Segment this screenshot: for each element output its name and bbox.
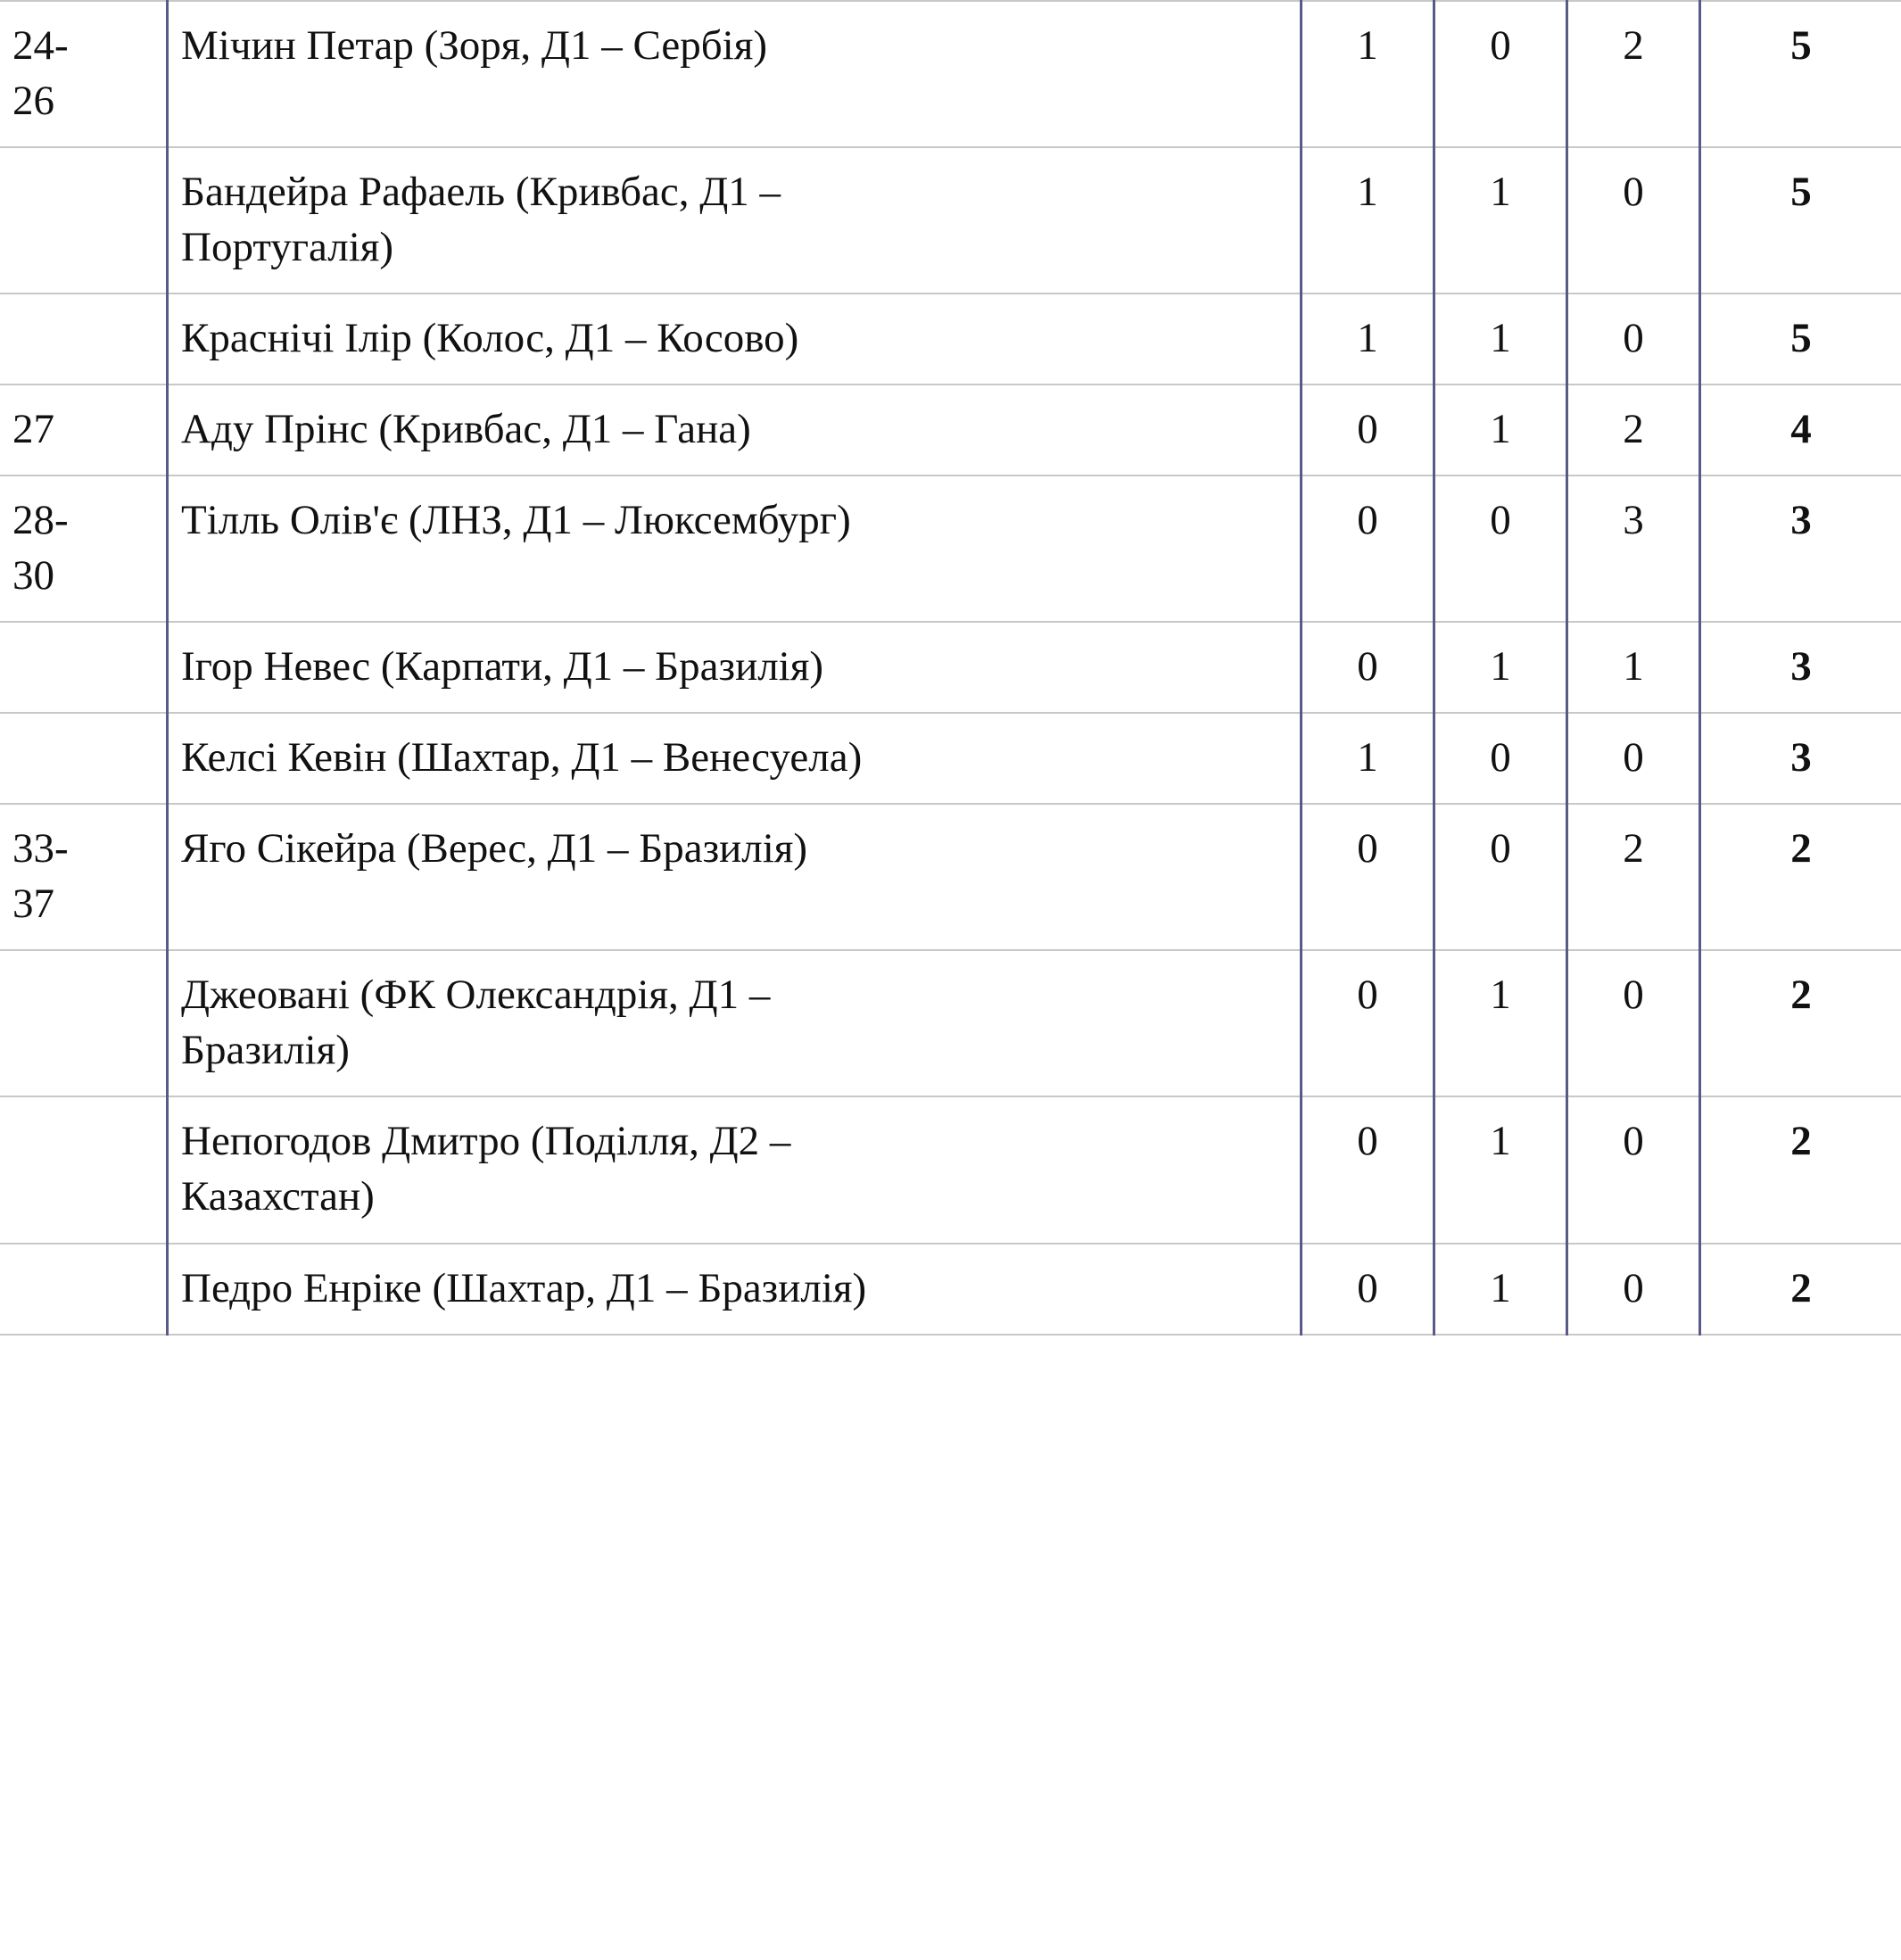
table-row [0, 1096, 1901, 1243]
other-cell: 2 [1567, 1, 1700, 147]
assists-cell: 1 [1434, 1244, 1567, 1335]
player-cell [168, 1, 1302, 147]
assists-cell: 0 [1434, 1, 1567, 147]
total-points-cell: 3 [1700, 476, 1901, 622]
table-row [0, 1244, 1901, 1335]
total-points-cell: 5 [1700, 1, 1901, 147]
player-cell [168, 476, 1302, 622]
other-cell: 0 [1567, 294, 1700, 385]
player-cell [168, 713, 1302, 804]
assists-cell: 0 [1434, 476, 1567, 622]
table-row [0, 713, 1901, 804]
goals-cell: 1 [1302, 1, 1434, 147]
rank-line: 27 [12, 406, 54, 453]
table-row [0, 385, 1901, 476]
rank-cell [0, 1244, 168, 1335]
player-line: Непогодов Дмитро (Поділля, Д2 – [181, 1118, 791, 1165]
player-line: Бразилія) [181, 1027, 350, 1074]
player-line: Тілль Олів'є (ЛНЗ, Д1 – Люксембург) [181, 497, 851, 544]
assists-cell: 0 [1434, 713, 1567, 804]
player-line: Келсі Кевін (Шахтар, Д1 – Венесуела) [181, 734, 863, 782]
table-row [0, 950, 1901, 1096]
other-cell: 1 [1567, 622, 1700, 713]
player-cell [168, 1096, 1302, 1243]
rank-line: 37 [12, 881, 54, 928]
player-line: Ігор Невес (Карпати, Д1 – Бразилія) [181, 643, 824, 691]
goals-cell: 0 [1302, 1096, 1434, 1243]
assists-cell: 1 [1434, 950, 1567, 1096]
rank-line: 24- [12, 22, 69, 69]
other-cell: 0 [1567, 1244, 1700, 1335]
player-cell [168, 622, 1302, 713]
goals-cell: 1 [1302, 294, 1434, 385]
rank-cell [0, 1096, 168, 1243]
other-cell: 2 [1567, 385, 1700, 476]
rank-cell [0, 622, 168, 713]
player-line: Джеовані (ФК Олександрія, Д1 – [181, 972, 771, 1019]
total-points-cell: 3 [1700, 622, 1901, 713]
table-row [0, 1, 1901, 147]
player-line: Португалія) [181, 224, 394, 271]
player-line: Мічин Петар (Зоря, Д1 – Сербія) [181, 22, 767, 69]
assists-cell: 1 [1434, 294, 1567, 385]
goals-cell: 0 [1302, 385, 1434, 476]
table-row [0, 294, 1901, 385]
other-cell: 0 [1567, 950, 1700, 1096]
total-points-cell: 3 [1700, 713, 1901, 804]
player-line: Яго Сікейра (Верес, Д1 – Бразилія) [181, 825, 808, 872]
total-points-cell: 2 [1700, 1096, 1901, 1243]
goals-cell: 0 [1302, 950, 1434, 1096]
other-cell: 0 [1567, 1096, 1700, 1243]
other-cell: 2 [1567, 804, 1700, 950]
table-row [0, 804, 1901, 950]
assists-cell: 1 [1434, 385, 1567, 476]
total-points-cell: 2 [1700, 804, 1901, 950]
player-line: Казахстан) [181, 1173, 375, 1220]
rank-line: 26 [12, 78, 54, 125]
assists-cell: 1 [1434, 622, 1567, 713]
player-cell [168, 804, 1302, 950]
rank-cell [0, 1, 168, 147]
rank-cell [0, 147, 168, 294]
rank-cell [0, 713, 168, 804]
rank-cell [0, 950, 168, 1096]
rank-cell [0, 385, 168, 476]
player-cell [168, 385, 1302, 476]
goals-cell: 1 [1302, 147, 1434, 294]
goals-cell: 0 [1302, 1244, 1434, 1335]
rank-cell [0, 294, 168, 385]
total-points-cell: 5 [1700, 294, 1901, 385]
goals-cell: 0 [1302, 804, 1434, 950]
player-cell [168, 147, 1302, 294]
table-row [0, 622, 1901, 713]
rank-cell [0, 476, 168, 622]
assists-cell: 1 [1434, 147, 1567, 294]
player-cell [168, 1244, 1302, 1335]
total-points-cell: 5 [1700, 147, 1901, 294]
goals-cell: 0 [1302, 622, 1434, 713]
table-row [0, 147, 1901, 294]
player-cell [168, 294, 1302, 385]
player-line: Краснічі Ілір (Колос, Д1 – Косово) [181, 315, 799, 362]
other-cell: 3 [1567, 476, 1700, 622]
other-cell: 0 [1567, 713, 1700, 804]
assists-cell: 0 [1434, 804, 1567, 950]
player-line: Аду Прінс (Кривбас, Д1 – Гана) [181, 406, 751, 453]
player-cell [168, 950, 1302, 1096]
player-line: Бандейра Рафаель (Кривбас, Д1 – [181, 169, 781, 216]
player-line: Педро Енріке (Шахтар, Д1 – Бразилія) [181, 1264, 867, 1311]
goals-cell: 0 [1302, 476, 1434, 622]
rank-line: 33- [12, 825, 69, 872]
assists-cell: 1 [1434, 1096, 1567, 1243]
total-points-cell: 2 [1700, 1244, 1901, 1335]
rank-line: 30 [12, 552, 54, 600]
other-cell: 0 [1567, 147, 1700, 294]
total-points-cell: 2 [1700, 950, 1901, 1096]
rank-cell [0, 804, 168, 950]
goals-cell: 1 [1302, 713, 1434, 804]
total-points-cell: 4 [1700, 385, 1901, 476]
table-row [0, 476, 1901, 622]
table-body [0, 1, 1901, 1335]
rank-line: 28- [12, 497, 69, 544]
